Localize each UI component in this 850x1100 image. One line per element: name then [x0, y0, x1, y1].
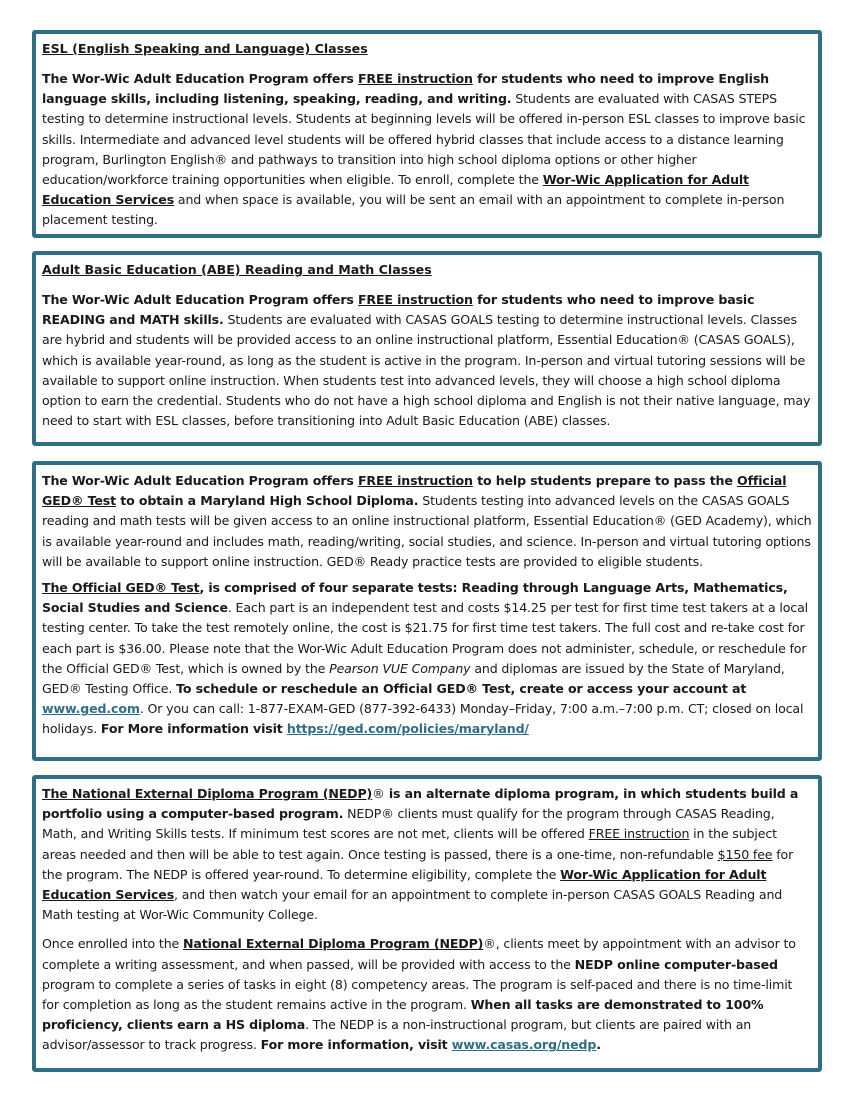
nedp-paragraph-2 [42, 934, 812, 1055]
nedp-p2-title: National External Diploma Program (NEDP) [183, 936, 484, 952]
ged-maryland-link[interactable]: https://ged.com/policies/maryland/ [286, 721, 529, 737]
ged-section [32, 461, 822, 761]
nedp-body-b: in the subject areas needed and then will be able to test again. Once testing is passed, there is a one-time, non-refundable [42, 826, 777, 862]
ged-paragraph-2 [42, 578, 812, 740]
ged-body: Students testing into advanced levels on the CASAS GOALS reading and math tests will be given access to an online instructional platform, Essential Education® (GED Academy), which is available year-round and includes math, reading/writing, social studies, and science. In-person and virtual tutoring options will be available to support online instruction. GED® Ready practice tests are provided to eligible students. [42, 493, 812, 569]
ged-phone: . Or you can call: 1-877-EXAM-GED (877-392-6433) Monday–Friday, 7:00 a.m.–7:00 p.m. CT; closed on local holidays. [42, 701, 804, 737]
nedp-p2-h: . [596, 1037, 601, 1053]
esl-title: ESL (English Speaking and Language) Classes [42, 41, 368, 56]
esl-body: Students are evaluated with CASAS STEPS testing to determine instructional levels. Students at beginning levels will be offered in-person ESL classes to improve basic skills. Intermediate and advanced level students will be offered hybrid classes that include access to a distance learning program, Burlington English® and pathways to transition into high school diploma options or other higher education/workforce training opportunities when eligible. To enroll, complete the [42, 91, 806, 188]
nedp-p2-d: program to complete a series of tasks in eight (8) competency areas. The program is self-paced and there is no time-limit for completion as long as the student remains active in the program. [42, 976, 793, 1013]
nedp-paragraph-1 [42, 784, 812, 925]
esl-application-link[interactable]: Wor-Wic Application for Adult Education Services [42, 172, 749, 208]
ged-pearson: Pearson VUE Company [329, 660, 471, 676]
nedp-body-a: NEDP® clients must qualify for the program through CASAS Reading, Math, and Writing Skills tests. If minimum test scores are not met, clients will be offered [42, 806, 775, 842]
nedp-free-instruction: FREE instruction [588, 826, 690, 842]
ged-schedule: To schedule or reschedule an Official GED® Test, create or access your account at [176, 681, 747, 697]
nedp-p2-e: When all tasks are demonstrated to 100% proficiency, clients earn a HS diploma [42, 997, 764, 1033]
ged-p2-body2: and diplomas are issued by the State of Maryland, GED® Testing Office. [42, 660, 785, 697]
nedp-body-d: , and then watch your email for an appointment to complete in-person CASAS GOALS Reading and Math testing at Wor-Wic Community College. [42, 887, 783, 923]
ged-lead-a: The Wor-Wic Adult Education Program offers [42, 473, 358, 488]
esl-paragraph [42, 69, 812, 231]
esl-free-instruction: FREE instruction [357, 71, 473, 86]
ged-p2-title: The Official GED® Test [42, 580, 200, 596]
nedp-title: The National External Diploma Program (NEDP) [42, 786, 373, 801]
nedp-p2-a: Once enrolled into the [42, 936, 183, 952]
abe-section [32, 251, 822, 446]
abe-free-instruction: FREE instruction [357, 292, 473, 307]
ged-p2-lead: , is comprised of four separate tests: Reading through Language Arts, Mathematics, Social Studies and Science [42, 580, 788, 616]
abe-paragraph [42, 290, 812, 431]
nedp-p2-b: ®, clients meet by appointment with an advisor to complete a writing assessment, and when passed, will be provided with access to the [42, 936, 796, 972]
esl-section [32, 30, 822, 238]
ged-free-instruction: FREE instruction [357, 473, 473, 488]
ged-lead-c: to obtain a Maryland High School Diploma. [116, 493, 419, 509]
ged-paragraph-1 [42, 471, 812, 572]
nedp-casas-link[interactable]: www.casas.org/nedp [451, 1037, 597, 1053]
esl-tail: and when space is available, you will be sent an email with an appointment to complete in-person placement testing. [42, 192, 785, 228]
ged-website-link[interactable]: www.ged.com [42, 701, 140, 717]
nedp-p2-g: For more information, visit [260, 1037, 452, 1053]
abe-body: Students are evaluated with CASAS GOALS testing to determine instructional levels. Classes are hybrid and students will be provided access to an online instructional platform, Essential Education® (CASAS GOALS), which is available year-round, as long as the student is active in the program. In-person and virtual tutoring sessions will be available to support online instruction. When students test into advanced levels, they will choose a high school diploma option to earn the credential. Students who do not have a high school diploma and English is not their native language, may need to start with ESL classes, before transitioning into Adult Basic Education (ABE) classes. [42, 312, 811, 429]
ged-official-test: Official GED® Test [42, 473, 787, 509]
ged-p2-body: . Each part is an independent test and costs $14.25 per test for first time test takers at a local testing center. To take the test remotely online, the cost is $21.75 for first time test takers. The full cost and re-take cost for each part is $36.00. Please note that the Wor-Wic Adult Education Program does not administer, schedule, or reschedule for the Official GED® Test, which is owned by the [42, 600, 808, 676]
nedp-section [32, 775, 822, 1072]
abe-title: Adult Basic Education (ABE) Reading and Math Classes [42, 262, 432, 277]
nedp-lead: is an alternate diploma program, in which students build a portfolio using a computer-based program. [42, 786, 799, 822]
nedp-p2-c: NEDP online computer-based [574, 956, 778, 972]
nedp-fee: $150 fee [717, 846, 773, 862]
nedp-p2-f: . The NEDP is a non-instructional program, but clients are paired with an advisor/assessor to track progress. [42, 1017, 752, 1053]
nedp-body-c: for the program. The NEDP is offered year-round. To determine eligibility, complete the [42, 846, 794, 882]
esl-lead-a: The Wor-Wic Adult Education Program offers [42, 71, 358, 86]
esl-lead-b: for students who need to improve English language skills, including listening, speaking, reading, and writing. [42, 71, 769, 107]
abe-lead-b: for students who need to improve basic READING and MATH skills. [42, 292, 755, 328]
abe-lead-a: The Wor-Wic Adult Education Program offers [42, 292, 358, 307]
nedp-reg: ® [372, 786, 385, 801]
ged-lead-b: to help students prepare to pass the [472, 473, 738, 488]
ged-more-info: For More information visit [100, 721, 287, 737]
nedp-application-link[interactable]: Wor-Wic Application for Adult Education Services [42, 866, 767, 903]
